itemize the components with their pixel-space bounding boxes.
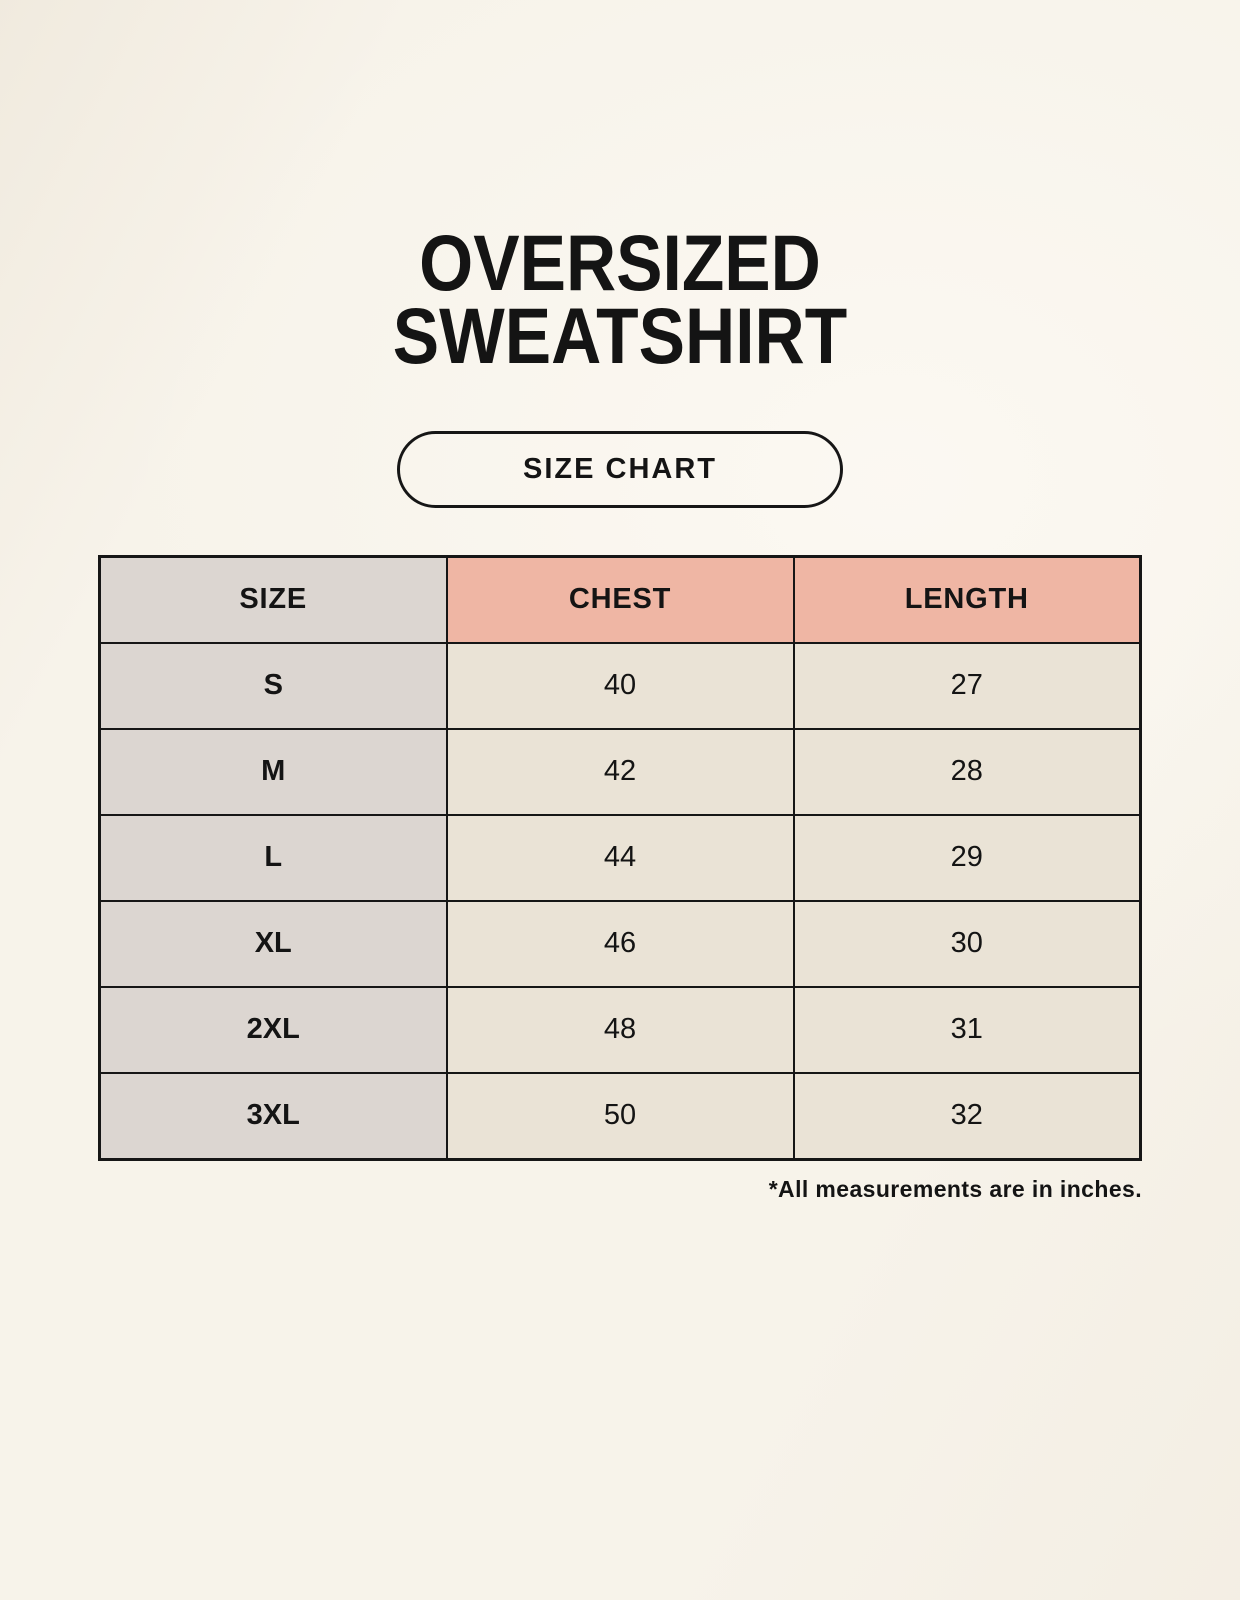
size-cell: L xyxy=(100,815,447,901)
chest-cell: 42 xyxy=(447,729,794,815)
column-header-chest: CHEST xyxy=(447,556,794,643)
size-cell: M xyxy=(100,729,447,815)
size-chart-button[interactable]: SIZE CHART xyxy=(397,431,843,508)
size-cell: S xyxy=(100,643,447,729)
column-header-size: SIZE xyxy=(100,556,447,643)
table-row xyxy=(100,1073,1141,1160)
size-cell: 3XL xyxy=(100,1073,447,1160)
table-row xyxy=(100,729,1141,815)
length-cell: 32 xyxy=(794,1073,1141,1160)
column-header-length: LENGTH xyxy=(794,556,1141,643)
product-title-line-2: SWEATSHIRT xyxy=(392,291,848,381)
size-cell: XL xyxy=(100,901,447,987)
size-chart-table xyxy=(98,555,1142,1161)
chest-cell: 44 xyxy=(447,815,794,901)
length-cell: 27 xyxy=(794,643,1141,729)
length-cell: 29 xyxy=(794,815,1141,901)
table-row xyxy=(100,901,1141,987)
measurement-note: *All measurements are in inches. xyxy=(768,1175,1142,1202)
table-row xyxy=(100,815,1141,901)
length-cell: 30 xyxy=(794,901,1141,987)
length-cell: 31 xyxy=(794,987,1141,1073)
product-title-line-1: OVERSIZED xyxy=(419,218,821,307)
product-title xyxy=(74,0,1165,381)
chest-cell: 40 xyxy=(447,643,794,729)
chest-cell: 46 xyxy=(447,901,794,987)
table-row xyxy=(100,987,1141,1073)
chest-cell: 48 xyxy=(447,987,794,1073)
size-cell: 2XL xyxy=(100,987,447,1073)
chest-cell: 50 xyxy=(447,1073,794,1160)
header-row xyxy=(100,556,1141,643)
length-cell: 28 xyxy=(794,729,1141,815)
size-chart-table-container xyxy=(98,555,1142,1161)
table-row xyxy=(100,643,1141,729)
